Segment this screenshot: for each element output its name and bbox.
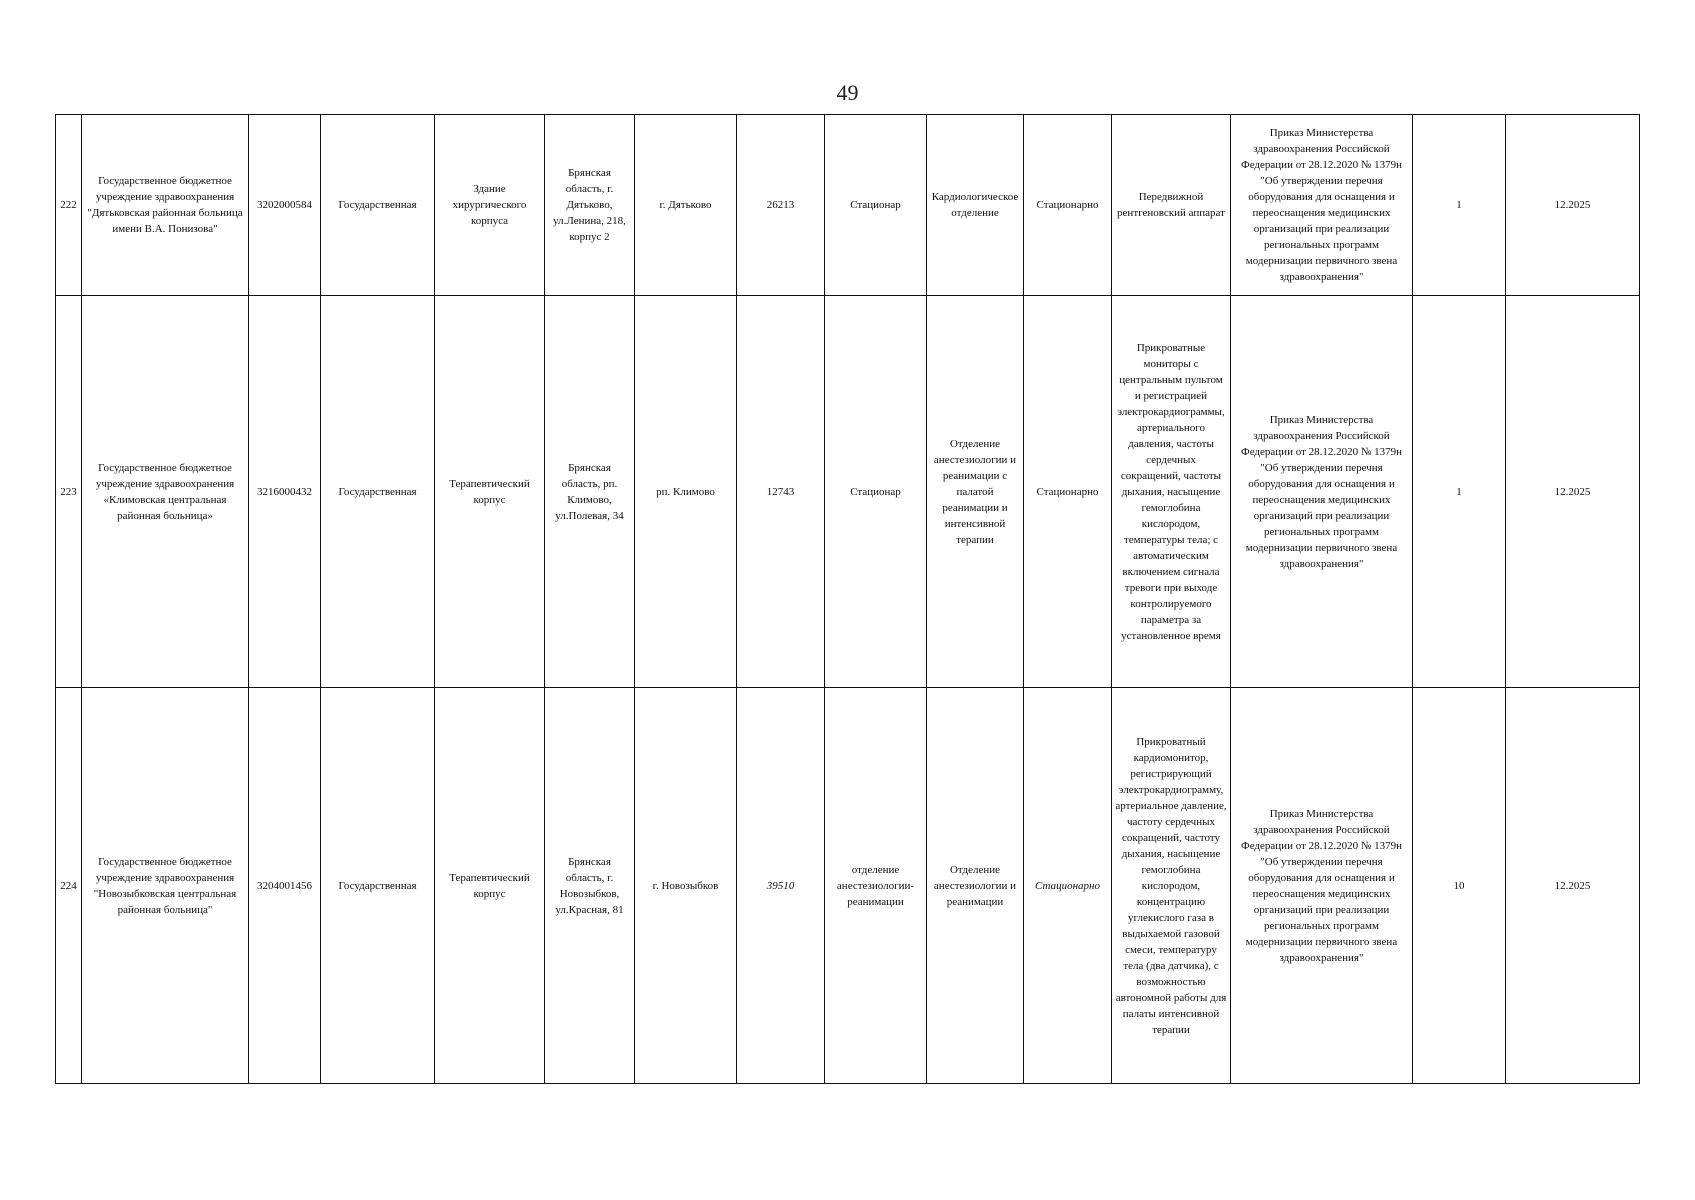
care-type-cell: отделение анестезиологии-реанимации	[825, 688, 927, 1084]
care-form-cell: Стационарно	[1024, 296, 1112, 688]
population-cell: 12743	[737, 296, 825, 688]
care-form-cell: Стационарно	[1024, 688, 1112, 1084]
equipment-cell: Прикроватный кардиомонитор, регистрирующий электрокардиограмму, артериальное давление, частоту сердечных сокращений, частоту дыхания, насыщение гемоглобина кислородом, концентрацию углекислого газа в выдыхаемой газовой смеси, температуру тела (два датчика), с возможностью автономной работы для палаты интенсивной терапии	[1112, 688, 1231, 1084]
code-cell: 3216000432	[249, 296, 321, 688]
care-form-cell: Стационарно	[1024, 115, 1112, 296]
care-type-cell: Стационар	[825, 115, 927, 296]
locality-cell: г. Новозыбков	[635, 688, 737, 1084]
ownership-cell: Государственная	[321, 296, 435, 688]
deadline-cell: 12.2025	[1506, 296, 1640, 688]
row-number: 223	[56, 296, 82, 688]
table-row	[56, 296, 1640, 688]
code-cell: 3202000584	[249, 115, 321, 296]
locality-cell: г. Дятьково	[635, 115, 737, 296]
building-cell: Здание хирургического корпуса	[435, 115, 545, 296]
table-row	[56, 115, 1640, 296]
population-cell: 39510	[737, 688, 825, 1084]
quantity-cell: 1	[1413, 296, 1506, 688]
address-cell: Брянская область, г. Дятьково, ул.Ленина, 218, корпус 2	[545, 115, 635, 296]
building-cell: Терапевтический корпус	[435, 688, 545, 1084]
page-number: 49	[836, 80, 859, 105]
care-type-cell: Стационар	[825, 296, 927, 688]
regulation-cell: Приказ Министерства здравоохранения Российской Федерации от 28.12.2020 № 1379н "Об утверждении перечня оборудования для оснащения и переоснащения медицинских организаций при реализации региональных программ модернизации первичного звена здравоохранения"	[1231, 115, 1413, 296]
deadline-cell: 12.2025	[1506, 115, 1640, 296]
equipment-cell: Прикроватные мониторы с центральным пультом и регистрацией электрокардиограммы, артериального давления, частоты сердечных сокращений, частоты дыхания, насыщение гемоглобина кислородом, температуры тела; с автоматическим включением сигнала тревоги при выходе контролируемого параметра за установленное время	[1112, 296, 1231, 688]
ownership-cell: Государственная	[321, 115, 435, 296]
building-cell: Терапевтический корпус	[435, 296, 545, 688]
row-number: 222	[56, 115, 82, 296]
equipment-cell: Передвижной рентгеновский аппарат	[1112, 115, 1231, 296]
department-cell: Отделение анестезиологии и реанимации с палатой реанимации и интенсивной терапии	[927, 296, 1024, 688]
locality-cell: рп. Климово	[635, 296, 737, 688]
ownership-cell: Государственная	[321, 688, 435, 1084]
row-number: 224	[56, 688, 82, 1084]
address-cell: Брянская область, рп. Климово, ул.Полевая, 34	[545, 296, 635, 688]
organization-cell: Государственное бюджетное учреждение здравоохранения "Новозыбковская центральная районная больница"	[82, 688, 249, 1084]
regulation-cell: Приказ Министерства здравоохранения Российской Федерации от 28.12.2020 № 1379н "Об утверждении перечня оборудования для оснащения и переоснащения медицинских организаций при реализации региональных программ модернизации первичного звена здравоохранения"	[1231, 688, 1413, 1084]
quantity-cell: 1	[1413, 115, 1506, 296]
organization-cell: Государственное бюджетное учреждение здравоохранения "Дятьковская районная больница имени В.А. Понизова"	[82, 115, 249, 296]
equipment-table	[55, 114, 1640, 1084]
deadline-cell: 12.2025	[1506, 688, 1640, 1084]
department-cell: Отделение анестезиологии и реанимации	[927, 688, 1024, 1084]
department-cell: Кардиологическое отделение	[927, 115, 1024, 296]
organization-cell: Государственное бюджетное учреждение здравоохранения «Климовская центральная районная больница»	[82, 296, 249, 688]
quantity-cell: 10	[1413, 688, 1506, 1084]
code-cell: 3204001456	[249, 688, 321, 1084]
table-row	[56, 688, 1640, 1084]
address-cell: Брянская область, г. Новозыбков, ул.Красная, 81	[545, 688, 635, 1084]
population-cell: 26213	[737, 115, 825, 296]
regulation-cell: Приказ Министерства здравоохранения Российской Федерации от 28.12.2020 № 1379н "Об утверждении перечня оборудования для оснащения и переоснащения медицинских организаций при реализации региональных программ модернизации первичного звена здравоохранения"	[1231, 296, 1413, 688]
